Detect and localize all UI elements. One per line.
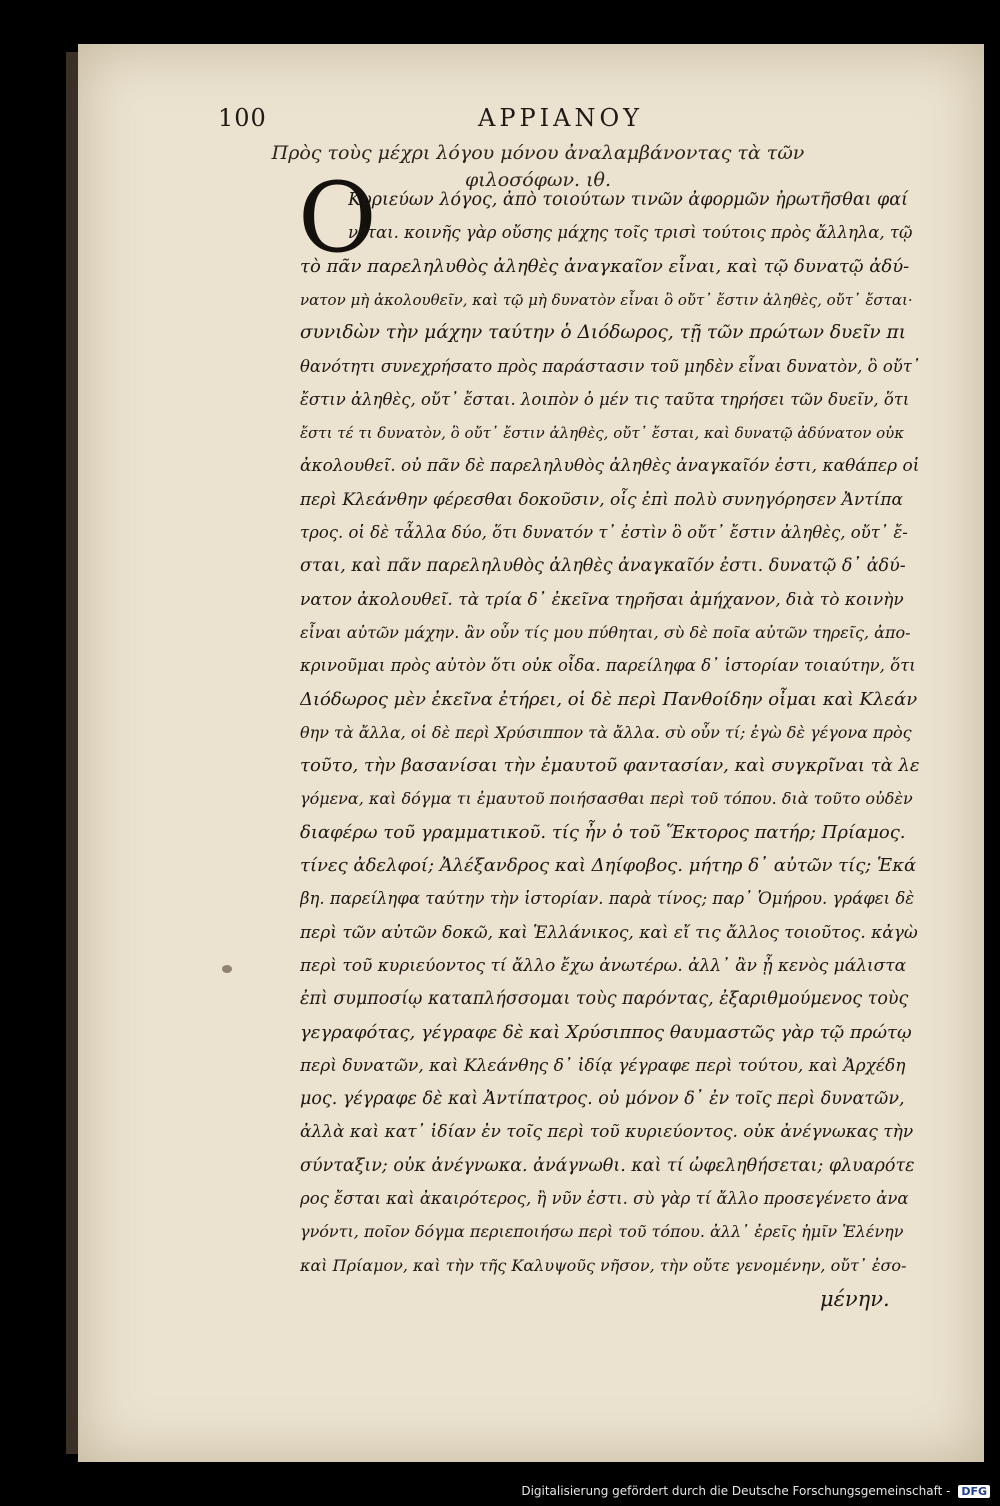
text-line: Κυριεύων λόγος, ἀπὸ τοιούτων τινῶν ἀφορμῶν ἠρωτῆσθαι φαί (348, 190, 908, 210)
page-number: 100 (218, 104, 267, 132)
text-line: ἀκολουθεῖ. οὐ πᾶν δὲ παρεληλυθὸς ἀληθὲς ἀναγκαῖόν ἐστι, καθάπερ οἱ (300, 456, 920, 477)
chapter-heading-line-2: φιλοσόφων. ιθ. (465, 169, 611, 191)
text-line: ἔστι τέ τι δυνατὸν, ὃ οὔτ᾽ ἔστιν ἀληθὲς, οὔτ᾽ ἔσται, καὶ δυνατῷ ἀδύνατον οὐκ (300, 424, 905, 443)
ink-stain (222, 965, 232, 973)
text-line: περὶ τοῦ κυριεύοντος τί ἄλλο ἔχω ἀνωτέρω. ἀλλ᾽ ἂν ᾖ κενὸς μάλιστα (300, 955, 907, 976)
page-header (218, 104, 838, 138)
chapter-heading-line-1: Πρὸς τοὺς μέχρι λόγου μόνου ἀναλαμβάνοντας τὰ τῶν (271, 142, 805, 164)
text-line: νατον μὴ ἀκολουθεῖν, καὶ τῷ μὴ δυνατὸν εἶναι ὃ οὔτ᾽ ἔστιν ἀληθὲς, οὔτ᾽ ἔσται· (300, 290, 913, 309)
text-line: καὶ Πρίαμον, καὶ τὴν τῆς Καλυψοῦς νῆσον, τὴν οὔτε γενομένην, οὔτ᾽ ἐσο- (300, 1255, 907, 1275)
digitization-credit (521, 1484, 990, 1498)
text-line: Διόδωρος μὲν ἐκεῖνα ἐτήρει, οἱ δὲ περὶ Πανθοίδην οἶμαι καὶ Κλεάν (300, 688, 918, 710)
text-line: νεται. κοινῆς γὰρ οὔσης μάχης τοῖς τρισὶ τούτοις πρὸς ἄλληλα, τῷ (348, 223, 913, 243)
credit-text: Digitalisierung gefördert durch die Deutsche Forschungsgemeinschaft - (521, 1484, 951, 1498)
text-line: σύνταξιν; οὐκ ἀνέγνωκα. ἀνάγνωθι. καὶ τί ὠφεληθήσεται; φλυαρότε (300, 1155, 915, 1176)
text-line: κρινοῦμαι πρὸς αὐτὸν ὅτι οὐκ οἶδα. παρείληφα δ᾽ ἱστορίαν τοιαύτην, ὅτι (300, 656, 916, 676)
dfg-logo: DFG (958, 1485, 990, 1498)
text-line: ρος ἔσται καὶ ἀκαιρότερος, ἢ νῦν ἐστι. σὺ γὰρ τί ἄλλο προσεγένετο ἀνα (300, 1189, 909, 1208)
text-line: τίνες ἀδελφοί; Ἀλέξανδρος καὶ Δηίφοβος. μήτηρ δ᾽ αὐτῶν τίς; Ἑκά (300, 855, 917, 876)
text-line: εἶναι αὐτῶν μάχην. ἂν οὖν τίς μου πύθηται, σὺ δὲ ποῖα αὐτῶν τηρεῖς, ἀπο- (300, 622, 911, 642)
page-binding-edge (66, 52, 78, 1454)
text-line: περὶ δυνατῶν, καὶ Κλεάνθης δ᾽ ἰδίᾳ γέγραφε περὶ τούτου, καὶ Ἀρχέδη (300, 1055, 906, 1076)
text-line: ἀλλὰ καὶ κατ᾽ ἰδίαν ἐν τοῖς περὶ τοῦ κυριεύοντος. οὐκ ἀνέγνωκας τὴν (300, 1122, 914, 1143)
text-line: σται, καὶ πᾶν παρεληλυθὸς ἀληθὲς ἀναγκαῖόν ἐστι. δυνατῷ δ᾽ ἀδύ- (300, 556, 906, 577)
text-line: βη. παρείληφα ταύτην τὴν ἱστορίαν. παρὰ τίνος; παρ᾽ Ὁμήρου. γράφει δὲ (300, 889, 915, 909)
text-line: θανότητι συνεχρήσατο πρὸς παράστασιν τοῦ μηδὲν εἶναι δυνατὸν, ὃ οὔτ᾽ (300, 356, 920, 376)
text-line: συνιδὼν τὴν μάχην ταύτην ὁ Διόδωρος, τῇ τῶν πρώτων δυεῖν πι (300, 322, 906, 344)
text-line: περὶ Κλεάνθην φέρεσθαι δοκοῦσιν, οἷς ἐπὶ πολὺ συνηγόρησεν Ἀντίπα (300, 489, 904, 510)
running-head: ΑΡΡΙΑΝΟΥ (478, 104, 643, 132)
text-line: γόμενα, καὶ δόγμα τι ἐμαυτοῦ ποιήσασθαι περὶ τοῦ τόπου. διὰ τοῦτο οὐδὲν (300, 789, 913, 809)
text-line: τὸ πᾶν παρεληλυθὸς ἀληθὲς ἀναγκαῖον εἶναι, καὶ τῷ δυνατῷ ἀδύ- (300, 255, 910, 277)
text-line: ἔστιν ἀληθὲς, οὔτ᾽ ἔσται. λοιπὸν ὁ μέν τις ταῦτα τηρήσει τῶν δυεῖν, ὅτι (300, 389, 910, 409)
text-line: γεγραφότας, γέγραφε δὲ καὶ Χρύσιππος θαυμαστῶς γὰρ τῷ πρώτῳ (300, 1021, 912, 1043)
text-line: θην τὰ ἄλλα, οἱ δὲ περὶ Χρύσιππον τὰ ἄλλα. σὺ οὖν τί; ἐγὼ δὲ γέγονα πρὸς (300, 722, 912, 742)
text-line: τρος. οἱ δὲ τἆλλα δύο, ὅτι δυνατόν τ᾽ ἐστὶν ὃ οὔτ᾽ ἔστιν ἀληθὲς, οὔτ᾽ ἔ- (300, 523, 908, 542)
text-line: μένην. (820, 1286, 890, 1311)
text-line: ἐπὶ συμποσίῳ καταπλήσσομαι τοὺς παρόντας, ἐξαριθμούμενος τοὺς (300, 989, 909, 1010)
text-line: νατον ἀκολουθεῖ. τὰ τρία δ᾽ ἐκεῖνα τηρῆσαι ἀμήχανον, διὰ τὸ κοινὴν (300, 589, 904, 610)
text-line: διαφέρω τοῦ γραμματικοῦ. τίς ἦν ὁ τοῦ Ἕκτορος πατήρ; Πρίαμος. (300, 821, 906, 843)
text-line: περὶ τῶν αὐτῶν δοκῶ, καὶ Ἑλλάνικος, καὶ εἴ τις ἄλλος τοιοῦτος. κἀγὼ (300, 922, 918, 943)
drop-cap: Ο (298, 162, 377, 274)
text-line: μος. γέγραφε δὲ καὶ Ἀντίπατρος. οὐ μόνον δ᾽ ἐν τοῖς περὶ δυνατῶν, (300, 1089, 905, 1110)
text-line: τοῦτο, τὴν βασανίσαι τὴν ἐμαυτοῦ φαντασίαν, καὶ συγκρῖναι τὰ λε (300, 755, 920, 777)
text-line: γνόντι, ποῖον δόγμα περιεποιήσω περὶ τοῦ τόπου. ἀλλ᾽ ἐρεῖς ἡμῖν Ἑλένην (300, 1222, 904, 1242)
